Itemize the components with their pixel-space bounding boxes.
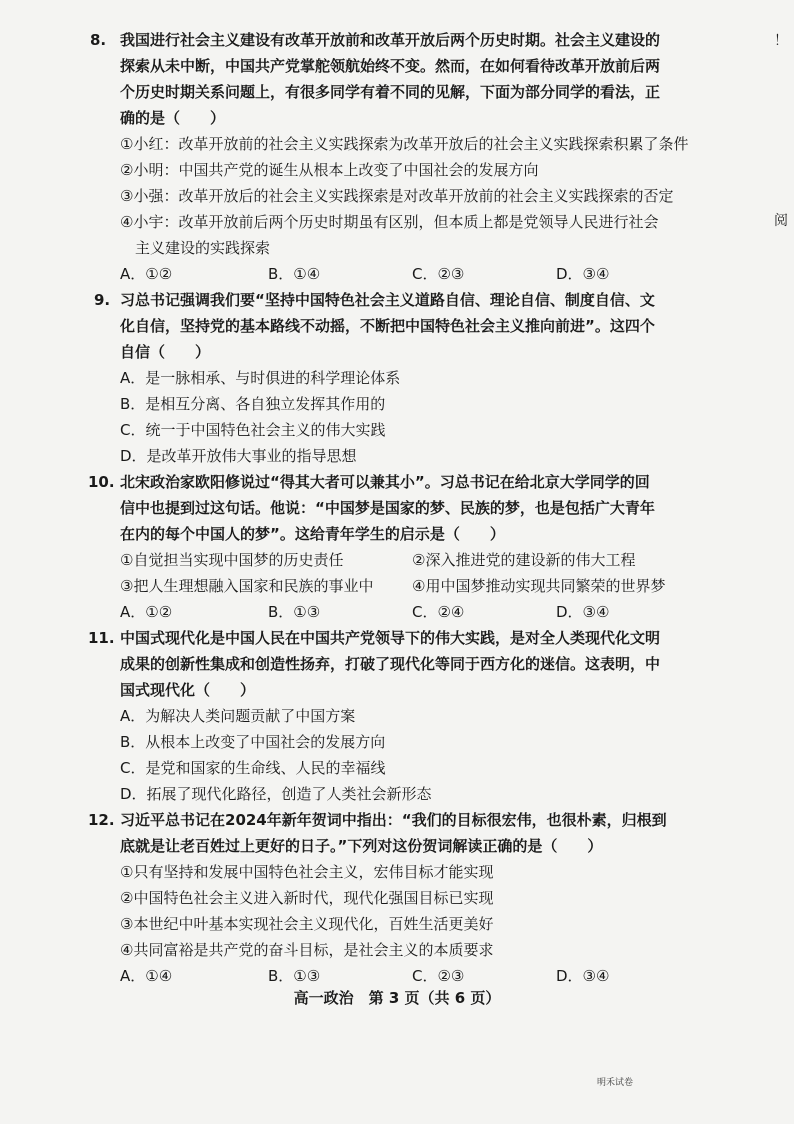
choice-a[interactable]: A．为解决人类问题贡献了中国方案 bbox=[120, 707, 356, 725]
question-number: 9. bbox=[94, 291, 111, 309]
choice-b[interactable]: B．①④ bbox=[268, 265, 321, 283]
question-stem-line: 底就是让老百姓过上更好的日子。”下列对这份贺词解读正确的是（ ） bbox=[120, 837, 603, 855]
choice-c[interactable]: C．②③ bbox=[412, 265, 465, 283]
choice-a[interactable]: A．①② bbox=[120, 265, 173, 283]
statement-item: ②小明：中国共产党的诞生从根本上改变了中国社会的发展方向 bbox=[120, 161, 539, 179]
choice-b[interactable]: B．是相互分离、各自独立发挥其作用的 bbox=[120, 395, 386, 413]
choice-d[interactable]: D．拓展了现代化路径，创造了人类社会新形态 bbox=[120, 785, 432, 803]
choice-d[interactable]: D．③④ bbox=[556, 265, 610, 283]
question-stem-line: 自信（ ） bbox=[120, 343, 211, 361]
question-stem-line: 习总书记强调我们要“坚持中国特色社会主义道路自信、理论自信、制度自信、文 bbox=[120, 291, 655, 309]
question-stem-line: 北宋政治家欧阳修说过“得其大者可以兼其小”。习总书记在给北京大学同学的回 bbox=[120, 473, 650, 491]
question-stem-line: 探索从未中断，中国共产党掌舵领航始终不变。然而，在如何看待改革开放前后两 bbox=[120, 57, 661, 75]
choice-c[interactable]: C．②③ bbox=[412, 967, 465, 985]
edge-mark: ！ bbox=[774, 33, 788, 49]
statement-item: ④用中国梦推动实现共同繁荣的世界梦 bbox=[412, 577, 666, 595]
page-footer: 高一政治 第 3 页（共 6 页） bbox=[293, 989, 501, 1007]
question-stem-line: 化自信，坚持党的基本路线不动摇，不断把中国特色社会主义推向前进”。这四个 bbox=[120, 317, 655, 335]
choice-d[interactable]: D．③④ bbox=[556, 967, 610, 985]
question-stem-line: 习近平总书记在2024年新年贺词中指出：“我们的目标很宏伟，也很朴素，归根到 bbox=[120, 811, 667, 829]
choice-c[interactable]: C．是党和国家的生命线、人民的幸福线 bbox=[120, 759, 386, 777]
question-stem-line: 在内的每个中国人的梦”。这给青年学生的启示是（ ） bbox=[120, 525, 505, 543]
choice-d[interactable]: D．是改革开放伟大事业的指导思想 bbox=[120, 447, 357, 465]
edge-mark: 阅 bbox=[774, 213, 788, 229]
choice-a[interactable]: A．①② bbox=[120, 603, 173, 621]
statement-item: ①小红：改革开放前的社会主义实践探索为改革开放后的社会主义实践探索积累了条件 bbox=[120, 135, 689, 153]
question-number: 11. bbox=[88, 629, 115, 647]
statement-item: ①只有坚持和发展中国特色社会主义，宏伟目标才能实现 bbox=[120, 863, 494, 881]
question-number: 8. bbox=[90, 31, 107, 49]
question-stem-line: 国式现代化（ ） bbox=[120, 681, 256, 699]
question-stem-line: 中国式现代化是中国人民在中国共产党领导下的伟大实践，是对全人类现代化文明 bbox=[120, 629, 661, 647]
choice-d[interactable]: D．③④ bbox=[556, 603, 610, 621]
choice-a[interactable]: A．是一脉相承、与时俱进的科学理论体系 bbox=[120, 369, 401, 387]
question-number: 10. bbox=[88, 473, 115, 491]
statement-item: 主义建设的实践探索 bbox=[120, 239, 271, 257]
statement-item: ③本世纪中叶基本实现社会主义现代化，百姓生活更美好 bbox=[120, 915, 494, 933]
statement-item: ②深入推进党的建设新的伟大工程 bbox=[412, 551, 636, 569]
question-stem-line: 确的是（ ） bbox=[120, 109, 226, 127]
question-stem-line: 我国进行社会主义建设有改革开放前和改革开放后两个历史时期。社会主义建设的 bbox=[120, 31, 661, 49]
choice-b[interactable]: B．①③ bbox=[268, 967, 321, 985]
choice-b[interactable]: B．从根本上改变了中国社会的发展方向 bbox=[120, 733, 386, 751]
question-stem-line: 成果的创新性集成和创造性扬弃，打破了现代化等同于西方化的迷信。这表明，中 bbox=[120, 655, 661, 673]
choice-a[interactable]: A．①④ bbox=[120, 967, 173, 985]
choice-c[interactable]: C．统一于中国特色社会主义的伟大实践 bbox=[120, 421, 386, 439]
choice-b[interactable]: B．①③ bbox=[268, 603, 321, 621]
question-number: 12. bbox=[88, 811, 115, 829]
statement-item: ④共同富裕是共产党的奋斗目标，是社会主义的本质要求 bbox=[120, 941, 494, 959]
choice-c[interactable]: C．②④ bbox=[412, 603, 465, 621]
question-stem-line: 信中也提到过这句话。他说：“中国梦是国家的梦、民族的梦，也是包括广大青年 bbox=[120, 499, 655, 517]
question-stem-line: 个历史时期关系问题上，有很多同学有着不同的见解，下面为部分同学的看法，正 bbox=[120, 83, 661, 101]
statement-item: ③小强：改革开放后的社会主义实践探索是对改革开放前的社会主义实践探索的否定 bbox=[120, 187, 674, 205]
corner-watermark: 明禾试卷 bbox=[597, 1078, 634, 1088]
statement-item: ③把人生理想融入国家和民族的事业中 bbox=[120, 577, 374, 595]
statement-item: ②中国特色社会主义进入新时代，现代化强国目标已实现 bbox=[120, 889, 494, 907]
statement-item: ①自觉担当实现中国梦的历史责任 bbox=[120, 551, 344, 569]
statement-item: ④小宇：改革开放前后两个历史时期虽有区别，但本质上都是党领导人民进行社会 bbox=[120, 213, 659, 231]
